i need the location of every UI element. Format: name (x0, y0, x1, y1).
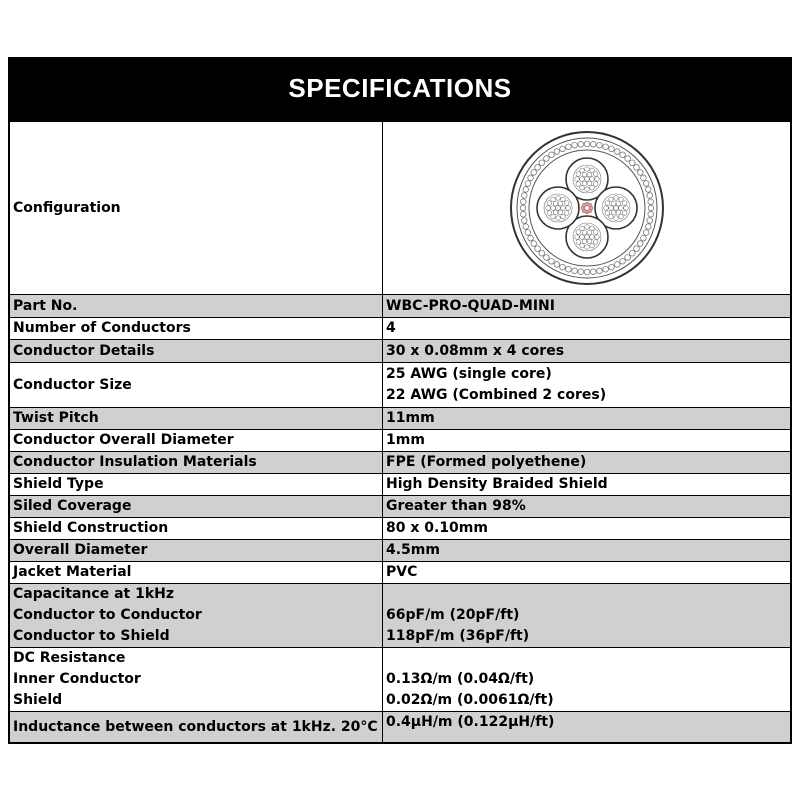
shield-strand (619, 152, 625, 158)
row-value: PVC (383, 562, 791, 584)
shield-strand (520, 199, 526, 205)
shield-strand (647, 199, 653, 205)
table-row (10, 474, 791, 496)
resistance-value-line: 0.13Ω/m (0.04Ω/ft) (386, 671, 535, 687)
spec-sheet (8, 57, 792, 744)
shield-strand (554, 262, 560, 268)
inductance-row (10, 712, 791, 743)
shield-strand (633, 165, 639, 171)
shield-strand (640, 175, 646, 181)
shield-strand (646, 193, 652, 199)
shield-strand (646, 218, 652, 224)
shield-strand (534, 165, 540, 171)
table-row (10, 408, 791, 430)
capacitance-value (383, 584, 791, 648)
resistance-label (10, 648, 383, 712)
shield-strand (525, 181, 531, 187)
row-label: Jacket Material (10, 562, 383, 584)
shield-strand (571, 268, 577, 274)
shield-strand (647, 211, 653, 217)
capacitance-heading: Capacitance at 1kHz (13, 586, 174, 602)
capacitance-label (10, 584, 383, 648)
shield-strand (548, 152, 554, 158)
configuration-row (10, 122, 791, 295)
row-label: Siled Coverage (10, 496, 383, 518)
row-value-line: 22 AWG (Combined 2 cores) (386, 387, 607, 403)
shield-strand (521, 193, 527, 199)
shield-strand (645, 224, 651, 230)
shield-strand (520, 205, 526, 211)
shield-strand (577, 142, 583, 148)
row-label: Conductor Overall Diameter (10, 430, 383, 452)
shield-strand (640, 235, 646, 241)
shield-strand (565, 144, 571, 150)
table-row (10, 496, 791, 518)
shield-strand (596, 142, 602, 148)
shield-strand (629, 160, 635, 166)
shield-strand (522, 187, 528, 193)
shield-strand (530, 241, 536, 247)
resistance-value-line: 0.02Ω/m (0.0061Ω/ft) (386, 692, 554, 708)
table-row (10, 340, 791, 363)
shield-strand (596, 268, 602, 274)
table-row (10, 295, 791, 318)
spec-title: SPECIFICATIONS (9, 58, 791, 121)
table-row (10, 540, 791, 562)
filler-strand (587, 203, 591, 207)
row-value-line: 25 AWG (single core) (386, 366, 552, 382)
shield-strand (643, 181, 649, 187)
resistance-row (10, 648, 791, 712)
table-row (10, 562, 791, 584)
inductance-value: 0.4µH/m (0.122µH/ft) (383, 712, 791, 743)
shield-strand (527, 175, 533, 181)
row-label: Conductor Details (10, 340, 383, 363)
shield-strand (554, 149, 560, 155)
row-label: Shield Construction (10, 518, 383, 540)
table-row (10, 363, 791, 408)
capacitance-sub-label: Conductor to Shield (13, 628, 170, 644)
shield-strand (577, 269, 583, 275)
shield-strand (559, 264, 565, 270)
shield-strand (602, 144, 608, 150)
shield-strand (602, 266, 608, 272)
jacket-outer-ring (511, 132, 663, 284)
capacitance-value-line: 118pF/m (36pF/ft) (386, 628, 530, 644)
shield-strand (608, 146, 614, 152)
shield-strand (543, 156, 549, 162)
row-label: Overall Diameter (10, 540, 383, 562)
row-value: 80 x 0.10mm (383, 518, 791, 540)
resistance-sub-label: Shield (13, 692, 63, 708)
table-row (10, 430, 791, 452)
resistance-value (383, 648, 791, 712)
shield-strand (629, 250, 635, 256)
shield-strand (624, 255, 630, 261)
shield-strand (614, 149, 620, 155)
row-value: WBC-PRO-QUAD-MINI (383, 295, 791, 318)
row-value: 1mm (383, 430, 791, 452)
shield-strand (525, 230, 531, 236)
resistance-heading: DC Resistance (13, 650, 126, 666)
row-value (383, 363, 791, 408)
shield-strand (559, 146, 565, 152)
configuration-label: Configuration (10, 122, 383, 295)
shield-strand (608, 264, 614, 270)
shield-strand (637, 170, 643, 176)
row-label: Twist Pitch (10, 408, 383, 430)
shield-strand (520, 211, 526, 217)
row-value: 4 (383, 318, 791, 340)
shield-strand (614, 262, 620, 268)
table-row (10, 318, 791, 340)
shield-strand (637, 241, 643, 247)
shield-strand (584, 141, 590, 147)
shield-strand (645, 187, 651, 193)
table-row (10, 452, 791, 474)
row-label: Shield Type (10, 474, 383, 496)
shield-strand (543, 255, 549, 261)
shield-strand (643, 230, 649, 236)
shield-strand (530, 170, 536, 176)
row-value: 4.5mm (383, 540, 791, 562)
shield-strand (534, 246, 540, 252)
table-row (10, 518, 791, 540)
shield-strand (590, 142, 596, 148)
row-value: FPE (Formed polyethene) (383, 452, 791, 474)
row-value: 30 x 0.08mm x 4 cores (383, 340, 791, 363)
configuration-image-cell (383, 122, 791, 295)
shield-strand (590, 269, 596, 275)
shield-strand (584, 269, 590, 275)
capacitance-row (10, 584, 791, 648)
resistance-sub-label: Inner Conductor (13, 671, 141, 687)
shield-strand (522, 224, 528, 230)
row-label: Conductor Insulation Materials (10, 452, 383, 474)
shield-strand (648, 205, 654, 211)
capacitance-value-line: 66pF/m (20pF/ft) (386, 607, 520, 623)
shield-strand (527, 235, 533, 241)
shield-strand (521, 218, 527, 224)
shield-strand (633, 246, 639, 252)
row-value: High Density Braided Shield (383, 474, 791, 496)
conductor-insulation (537, 187, 579, 229)
row-label: Number of Conductors (10, 318, 383, 340)
inductance-label: Inductance between conductors at 1kHz. 20°C (10, 712, 383, 743)
shield-strand (624, 156, 630, 162)
row-label: Part No. (10, 295, 383, 318)
shield-strand (571, 142, 577, 148)
cable-cross-section-diagram (507, 128, 667, 288)
shield-strand (538, 250, 544, 256)
row-value: 11mm (383, 408, 791, 430)
row-label: Conductor Size (10, 363, 383, 408)
shield-strand (548, 258, 554, 264)
spec-table (9, 121, 791, 743)
capacitance-sub-label: Conductor to Conductor (13, 607, 202, 623)
shield-strand (565, 266, 571, 272)
shield-strand (538, 160, 544, 166)
shield-strand (619, 258, 625, 264)
row-value: Greater than 98% (383, 496, 791, 518)
